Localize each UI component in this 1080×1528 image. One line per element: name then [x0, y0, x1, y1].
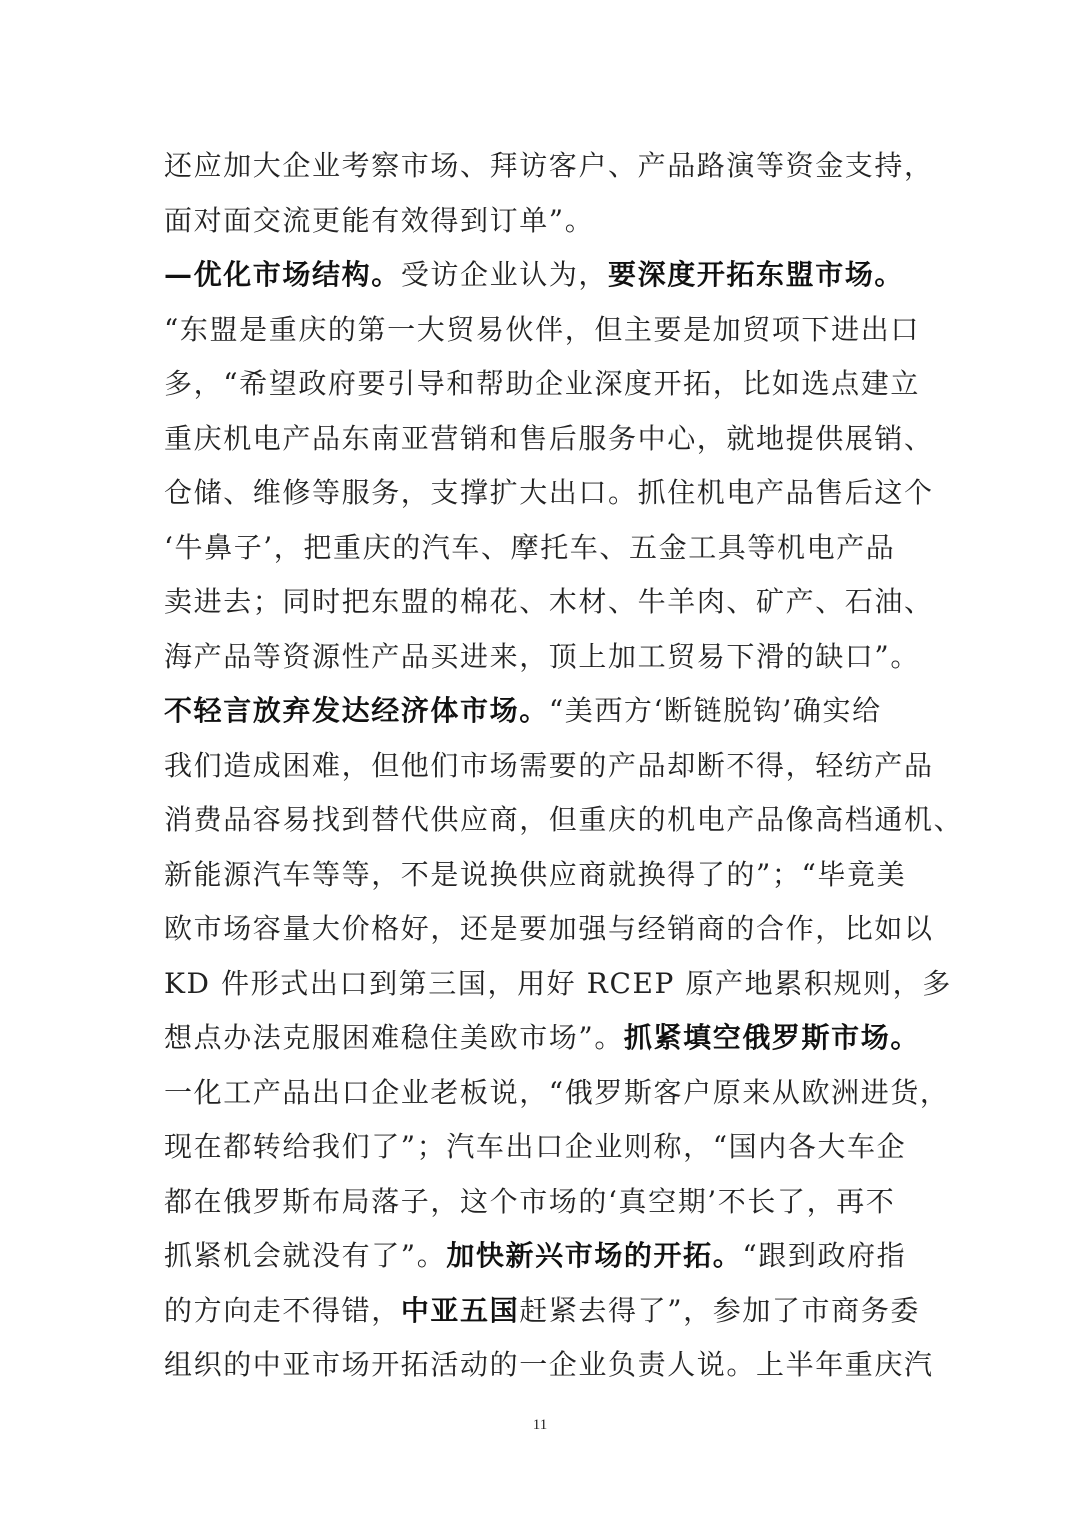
text-line	[164, 303, 924, 358]
bold-text-run: —优化市场结构。	[164, 258, 401, 291]
text-line	[164, 957, 952, 1012]
text-run: 的方向走不得错，	[164, 1293, 401, 1327]
page-number: 11	[532, 1417, 548, 1433]
text-line	[164, 739, 934, 794]
text-run: 组织的中亚市场开拓活动的一企业负责人说。上半年重庆汽	[164, 1348, 934, 1381]
bold-text-run: 不轻言放弃发达经济体市场。	[164, 694, 549, 727]
bold-text-run: 加快新兴市场的开拓。	[446, 1239, 743, 1272]
text-run: KD 件形式出口到第三国，用好 RCEP 原产地累积规则，多	[164, 966, 952, 1000]
text-run: 想点办法克服困难稳住美欧市场”。	[164, 1021, 624, 1054]
bold-text-run: 要深度开拓东盟市场。	[608, 258, 905, 291]
text-run: 卖进去；同时把东盟的棉花、木材、牛羊肉、矿产、石油、	[164, 585, 934, 618]
text-line	[164, 793, 964, 848]
text-run: 多，“希望政府要引导和帮助企业深度开拓，比如选点建立	[164, 367, 920, 400]
text-line	[164, 1120, 924, 1175]
text-run: 欧市场容量大价格好，还是要加强与经销商的合作，比如以	[164, 912, 934, 945]
text-run: “美西方‘断链脱钩’确实给	[548, 694, 882, 727]
text-run: “东盟是重庆的第一大贸易伙伴，但主要是加贸项下进出口	[164, 312, 920, 346]
text-line	[164, 575, 934, 630]
text-run: 面对面交流更能有效得到订单”。	[164, 203, 595, 237]
text-run: 一化工产品出口企业老板说，“俄罗斯客户原来从欧洲进货，	[164, 1075, 950, 1109]
text-line	[164, 1229, 924, 1284]
text-line	[164, 1066, 950, 1121]
bold-text-run: 抓紧填空俄罗斯市场。	[623, 1021, 920, 1054]
bold-text-run: 中亚五国	[400, 1293, 520, 1327]
text-run: 新能源汽车等等，不是说换供应商就换得了的”；“毕竟美	[164, 857, 907, 891]
text-run: 赶紧去得了”，参加了市商务委	[519, 1293, 920, 1327]
text-line	[164, 1011, 924, 1066]
text-line	[164, 521, 924, 576]
text-line	[164, 1175, 924, 1230]
text-run: 还应加大企业考察市场、拜访客户、产品路演等资金支持，	[164, 149, 934, 182]
text-line	[164, 630, 924, 685]
text-line	[164, 1338, 934, 1393]
text-run: 海产品等资源性产品买进来，顶上加工贸易下滑的缺口”。	[164, 639, 920, 673]
text-run: 重庆机电产品东南亚营销和售后服务中心，就地提供展销、	[164, 421, 934, 455]
text-line	[164, 412, 934, 467]
text-run: 抓紧机会就没有了”。	[164, 1239, 447, 1272]
text-line	[164, 248, 924, 303]
text-run: 现在都转给我们了”；汽车出口企业则称，“国内各大车企	[164, 1130, 907, 1163]
text-line	[164, 848, 924, 903]
text-line	[164, 357, 924, 412]
text-run: ‘牛鼻子’，把重庆的汽车、摩托车、五金工具等机电产品	[164, 530, 896, 564]
text-run: 我们造成困难，但他们市场需要的产品却断不得，轻纺产品	[164, 748, 934, 782]
text-line	[164, 194, 924, 249]
text-run: 仓储、维修等服务，支撑扩大出口。抓住机电产品售后这个	[164, 476, 934, 509]
text-run: “跟到政府指	[742, 1239, 907, 1272]
text-line	[164, 684, 924, 739]
text-line	[164, 902, 934, 957]
body-text	[164, 139, 964, 1393]
text-run: 都在俄罗斯布局落子，这个市场的‘真空期’不长了，再不	[164, 1184, 896, 1218]
text-line	[164, 1284, 924, 1339]
text-line	[164, 466, 934, 521]
text-run: 消费品容易找到替代供应商，但重庆的机电产品像高档通机、	[164, 803, 964, 836]
text-line	[164, 139, 934, 194]
text-run: 受访企业认为，	[400, 258, 609, 291]
